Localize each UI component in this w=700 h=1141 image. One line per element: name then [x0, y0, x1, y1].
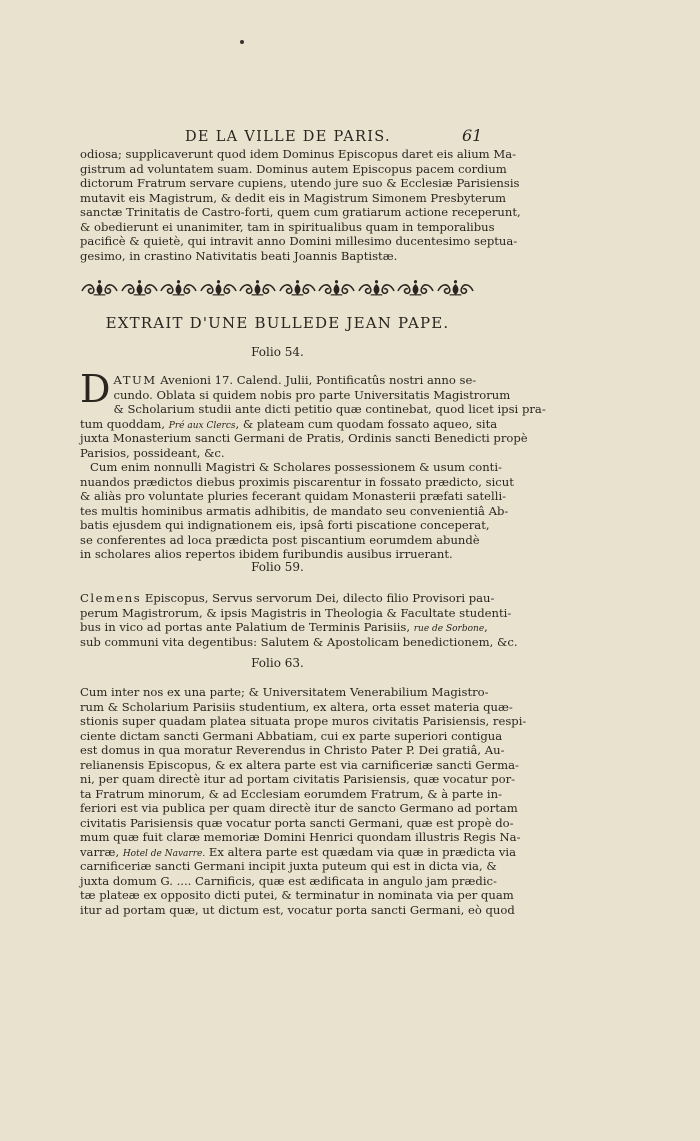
line-text: ,: [484, 620, 488, 634]
text-line: ciente dictam sancti Germani Abbatiam, cui ex parte superiori contigua: [80, 728, 503, 743]
page-number: 61: [462, 126, 483, 145]
fleuron-icon: [80, 279, 119, 299]
text-line: tæ plateæ ex opposito dicti putei, & terminatur in nominata via per quam: [80, 888, 514, 902]
folio-heading-1: Folio 54.: [251, 345, 304, 359]
folio-heading-2: Folio 59.: [251, 560, 304, 574]
line-text: varræ,: [80, 844, 123, 859]
ink-speck: [240, 40, 244, 44]
drop-cap: D: [80, 367, 111, 411]
extract-title: EXTRAIT D'UNE BULLEDE JEAN PAPE.: [105, 314, 450, 332]
text-line: Cum inter nos ex una parte; & Universitatem Venerabilium Magistro-: [80, 685, 489, 699]
text-line: juxta domum G. .... Carnificis, quæ est ædificata in angulo jam prædic-: [80, 873, 497, 888]
text-line: batis ejusdem qui indignationem eis, ipsâ forti piscatione conceperat,: [80, 518, 490, 532]
text-lines: [80, 685, 527, 845]
text-line: Cum enim nonnulli Magistri & Scholares possessionem & usum conti-: [90, 460, 502, 474]
text-block-3: [80, 591, 518, 649]
text-line: nuandos prædictos diebus proximis piscarentur in fossato prædicto, sicut: [80, 474, 514, 489]
line-text: , & plateam cum quodam fossato aqueo, sita: [235, 416, 498, 431]
text-line: gistrum ad voluntatem suam. Dominus autem Episcopus pacem cordium: [80, 161, 507, 176]
text-line: relianensis Episcopus, & ex altera parte est via carnificeriæ sancti Germa-: [80, 757, 519, 772]
text-line: [80, 620, 488, 635]
text-line: ta Fratrum minorum, & ad Ecclesiam eorumdem Fratrum, & à parte in-: [80, 786, 503, 801]
text-line: pacificè & quietè, qui intravit anno Domini millesimo ducentesimo septua-: [80, 234, 518, 248]
text-line: itur ad portam quæ, ut dictum est, vocatur porta sancti Germani, eò quod: [80, 902, 515, 917]
text-line: in scholares alios repertos ibidem furibundis ausibus irruerant.: [80, 547, 453, 561]
text-block-4: [80, 685, 527, 917]
line-text: bus in vico ad portas ante Palatium de Terminis Parisiis,: [80, 620, 414, 634]
text-line: [80, 844, 517, 860]
opening-word: Clemens: [80, 591, 142, 605]
text-line: feriori est via publica per quam directè itur de sancto Germano ad portam: [80, 801, 518, 815]
text-block-1: [80, 147, 521, 263]
italic-gloss: Pré aux Clercs: [168, 420, 236, 431]
text-line: mutavit eis Magistrum, & dedit eis in Magistrum Simonem Presbyterum: [80, 190, 507, 205]
text-line: odiosa; supplicaverunt quod idem Dominus Episcopus daret eis alium Ma-: [80, 147, 517, 161]
text-line: & obedierunt ei unanimiter, tam in spiritualibus quam in temporalibus: [80, 219, 495, 234]
text-line: [80, 373, 475, 388]
text-line: cundo. Oblata si quidem nobis pro parte Universitatis Magistrorum: [113, 387, 511, 402]
text-line: carnificeriæ sancti Germani incipit juxta puteum qui est in dicta via, &: [80, 859, 497, 873]
text-line: juxta Monasterium sancti Germani de Pratis, Ordinis sancti Benedicti propè: [80, 431, 528, 445]
text-line: [80, 591, 495, 606]
italic-gloss: Hotel de Navarre.: [122, 848, 206, 859]
text-line: [80, 416, 498, 432]
text-line: & aliàs pro voluntate pluries fecerant quidam Monasterii præfati satelli-: [80, 489, 507, 503]
text-line: tes multis hominibus armatis adhibitis, de mandato seu convenientiâ Ab-: [80, 503, 509, 518]
text-line: gesimo, in crastino Nativitatis beati Joannis Baptistæ.: [80, 248, 398, 263]
running-title: DE LA VILLE DE PARIS.: [185, 129, 391, 145]
text-line: se conferentes ad loca prædicta post piscantium eorumdem abundè: [80, 532, 480, 547]
line-text: Avenioni 17. Calend. Julii, Pontificatûs nostri anno se-: [156, 373, 477, 387]
text-line: rum & Scholarium Parisiis studentium, ex altera, orta esset materia quæ-: [80, 699, 513, 714]
fleuron-icon: [238, 279, 277, 299]
fleuron-icon: [317, 279, 356, 299]
fleuron-icon: [436, 279, 475, 299]
folio-heading-3: Folio 63.: [251, 656, 304, 670]
text-line: Parisios, possideant, &c.: [80, 445, 225, 460]
text-block-2: [80, 367, 546, 562]
opening-word: ATUM: [113, 373, 157, 387]
fleuron-icon: [159, 279, 198, 299]
text-lines: [80, 859, 515, 917]
text-line: ni, per quam directè itur ad portam civitatis Parisiensis, quæ vocatur por-: [80, 772, 516, 786]
text-line: sanctæ Trinitatis de Castro-forti, quem cum gratiarum actione receperunt,: [80, 205, 521, 219]
fleuron-icon: [396, 279, 435, 299]
text-line: dictorum Fratrum servare cupiens, utendo jure suo & Ecclesiæ Parisiensis: [80, 176, 520, 190]
fleuron-icon: [357, 279, 396, 299]
text-line: sub communi vita degentibus: Salutem & Apostolicam benedictionem, &c.: [80, 634, 518, 649]
italic-gloss: rue de Sorbone: [413, 624, 485, 634]
text-lines: [80, 431, 528, 562]
text-line: mum quæ fuit claræ memoriæ Domini Henrici quondam illustris Regis Na-: [80, 830, 521, 844]
text-line: & Scholarium studii ante dicti petitio quæ continebat, quod licet ipsi pra-: [113, 402, 546, 416]
line-text: tum quoddam,: [80, 416, 169, 431]
text-line: stionis super quadam platea situata prope muros civitatis Parisiensis, respi-: [80, 714, 527, 728]
fleuron-icon: [199, 279, 238, 299]
text-line: perum Magistrorum, & ipsis Magistris in Theologia & Facultate studenti-: [80, 605, 512, 620]
text-line: est domus in qua moratur Reverendus in Christo Pater P. Dei gratiâ, Au-: [80, 743, 505, 757]
text-line: civitatis Parisiensis quæ vocatur porta sancti Germani, quæ est propè do-: [80, 815, 514, 830]
fleuron-icon: [120, 279, 159, 299]
line-text: Episcopus, Servus servorum Dei, dilecto filio Provisori pau-: [141, 591, 495, 605]
ornament-band: [80, 278, 475, 300]
line-text: Ex altera parte est quædam via quæ in prædicta via: [205, 844, 517, 859]
fleuron-icon: [278, 279, 317, 299]
